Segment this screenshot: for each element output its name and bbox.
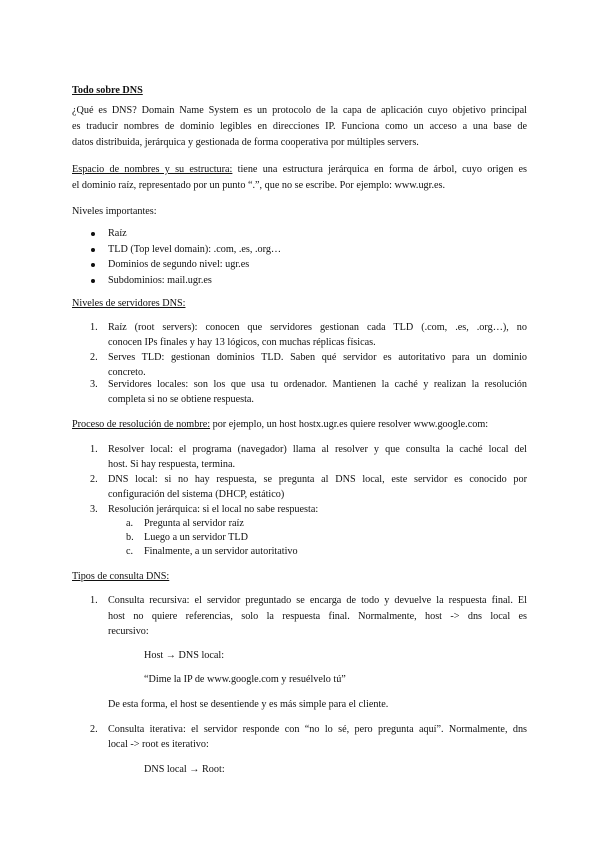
tipos-heading: Tipos de consulta DNS: xyxy=(72,571,170,582)
subitem-c: Finalmente, a un servidor autoritativo xyxy=(144,546,298,557)
niveles-item-2: TLD (Top level domain): .com, .es, .org… xyxy=(108,244,282,255)
proceso-num-1: 1. xyxy=(90,444,98,455)
proceso-num-3: 3. xyxy=(90,504,98,515)
tipos-item-2-line-2: local -> root es iterativo: xyxy=(108,739,209,750)
proceso-heading: Proceso de resolución de nombre: xyxy=(72,419,211,430)
espacio-heading: Espacio de nombres y su estructura: xyxy=(72,164,233,175)
proceso-line xyxy=(72,418,488,431)
tipos-item-2-flow: DNS local → Root: xyxy=(144,764,225,775)
tipos-item-1-quote: “Dime la IP de www.google.com y resuélvelo tú” xyxy=(144,674,346,685)
tipos-item-1-conclusion: De esta forma, el host se desentiende y es más simple para el cliente. xyxy=(108,699,389,710)
servidores-item-1-line-1: Raíz (root servers): conocen que servidores gestionan cada TLD (.com, .es, .org…), no xyxy=(108,322,527,333)
subitem-a: Pregunta al servidor raíz xyxy=(144,518,244,529)
tipos-num-2: 2. xyxy=(90,724,98,735)
bullet-icon xyxy=(91,263,95,267)
servidores-num-3: 3. xyxy=(90,379,98,390)
niveles-item-4: Subdominios: mail.ugr.es xyxy=(108,275,212,286)
subitem-letter-a: a. xyxy=(126,518,134,529)
servidores-item-3-line-2: completa si no se obtiene respuesta. xyxy=(108,394,254,405)
subitem-b: Luego a un servidor TLD xyxy=(144,532,248,543)
servidores-heading: Niveles de servidores DNS: xyxy=(72,298,186,309)
tipos-item-1-line-1: Consulta recursiva: el servidor preguntado se encarga de todo y devuelve la respuesta final. El xyxy=(108,595,527,606)
niveles-item-1: Raíz xyxy=(108,228,127,239)
subitem-letter-c: c. xyxy=(126,546,134,557)
page-title: Todo sobre DNS xyxy=(72,85,143,96)
proceso-item-1-line-2: host. Si hay respuesta, termina. xyxy=(108,459,236,470)
servidores-num-2: 2. xyxy=(90,352,98,363)
tipos-item-2-line-1: Consulta iterativa: el servidor responde con “no lo sé, pero pregunta aquí”. Normalmente, dns xyxy=(108,724,527,735)
proceso-rest: por ejemplo, un host hostx.ugr.es quiere resolver www.google.com: xyxy=(210,419,489,430)
bullet-icon xyxy=(91,279,95,283)
intro-line-3: datos distribuida, jerárquica y gestionada de forma cooperativa por múltiples servers. xyxy=(72,137,419,148)
tipos-num-1: 1. xyxy=(90,595,98,606)
servidores-item-2-line-2: concreto. xyxy=(108,367,146,378)
bullet-icon xyxy=(91,232,95,236)
proceso-item-1-line-1: Resolver local: el programa (navegador) llama al resolver y que consulta la caché local del xyxy=(108,444,527,455)
niveles-label: Niveles importantes: xyxy=(72,206,157,217)
proceso-num-2: 2. xyxy=(90,474,98,485)
tipos-item-1-flow: Host → DNS local: xyxy=(144,650,225,661)
intro-line-1: ¿Qué es DNS? Domain Name System es un protocolo de la capa de aplicación cuyo objetivo principal xyxy=(72,105,527,116)
subitem-letter-b: b. xyxy=(126,532,134,543)
servidores-num-1: 1. xyxy=(90,322,98,333)
tipos-item-1-line-3: recursivo: xyxy=(108,626,149,637)
intro-line-2: es traducir nombres de dominio legibles en direcciones IP. Funciona como un acceso a una base de xyxy=(72,121,527,132)
espacio-line-1 xyxy=(72,163,527,176)
servidores-item-2-line-1: Serves TLD: gestionan dominios TLD. Saben qué servidor es autoritativo para un dominio xyxy=(108,352,527,363)
proceso-item-3-line-1: Resolución jerárquica: si el local no sabe respuesta: xyxy=(108,504,319,515)
espacio-line-1-rest: tiene una estructura jerárquica en forma de árbol, cuyo origen es xyxy=(232,164,527,175)
servidores-item-3-line-1: Servidores locales: son los que usa tu ordenador. Mantienen la caché y realizan la resolución xyxy=(108,379,527,390)
proceso-item-2-line-1: DNS local: si no hay respuesta, se pregunta al DNS local, este servidor es conocido por xyxy=(108,474,527,485)
niveles-item-3: Dominios de segundo nivel: ugr.es xyxy=(108,259,250,270)
tipos-item-1-line-2: host no quiere referencias, solo la respuesta final. Normalmente, host -> dns local es xyxy=(108,611,527,622)
espacio-line-2: el dominio raíz, representado por un punto “.”, que no se escribe. Por ejemplo: www.ugr.es. xyxy=(72,180,446,191)
servidores-item-1-line-2: conocen IPs finales y hay 13 lógicos, con muchas réplicas físicas. xyxy=(108,337,376,348)
bullet-icon xyxy=(91,248,95,252)
proceso-item-2-line-2: configuración del sistema (DHCP, estático) xyxy=(108,489,285,500)
